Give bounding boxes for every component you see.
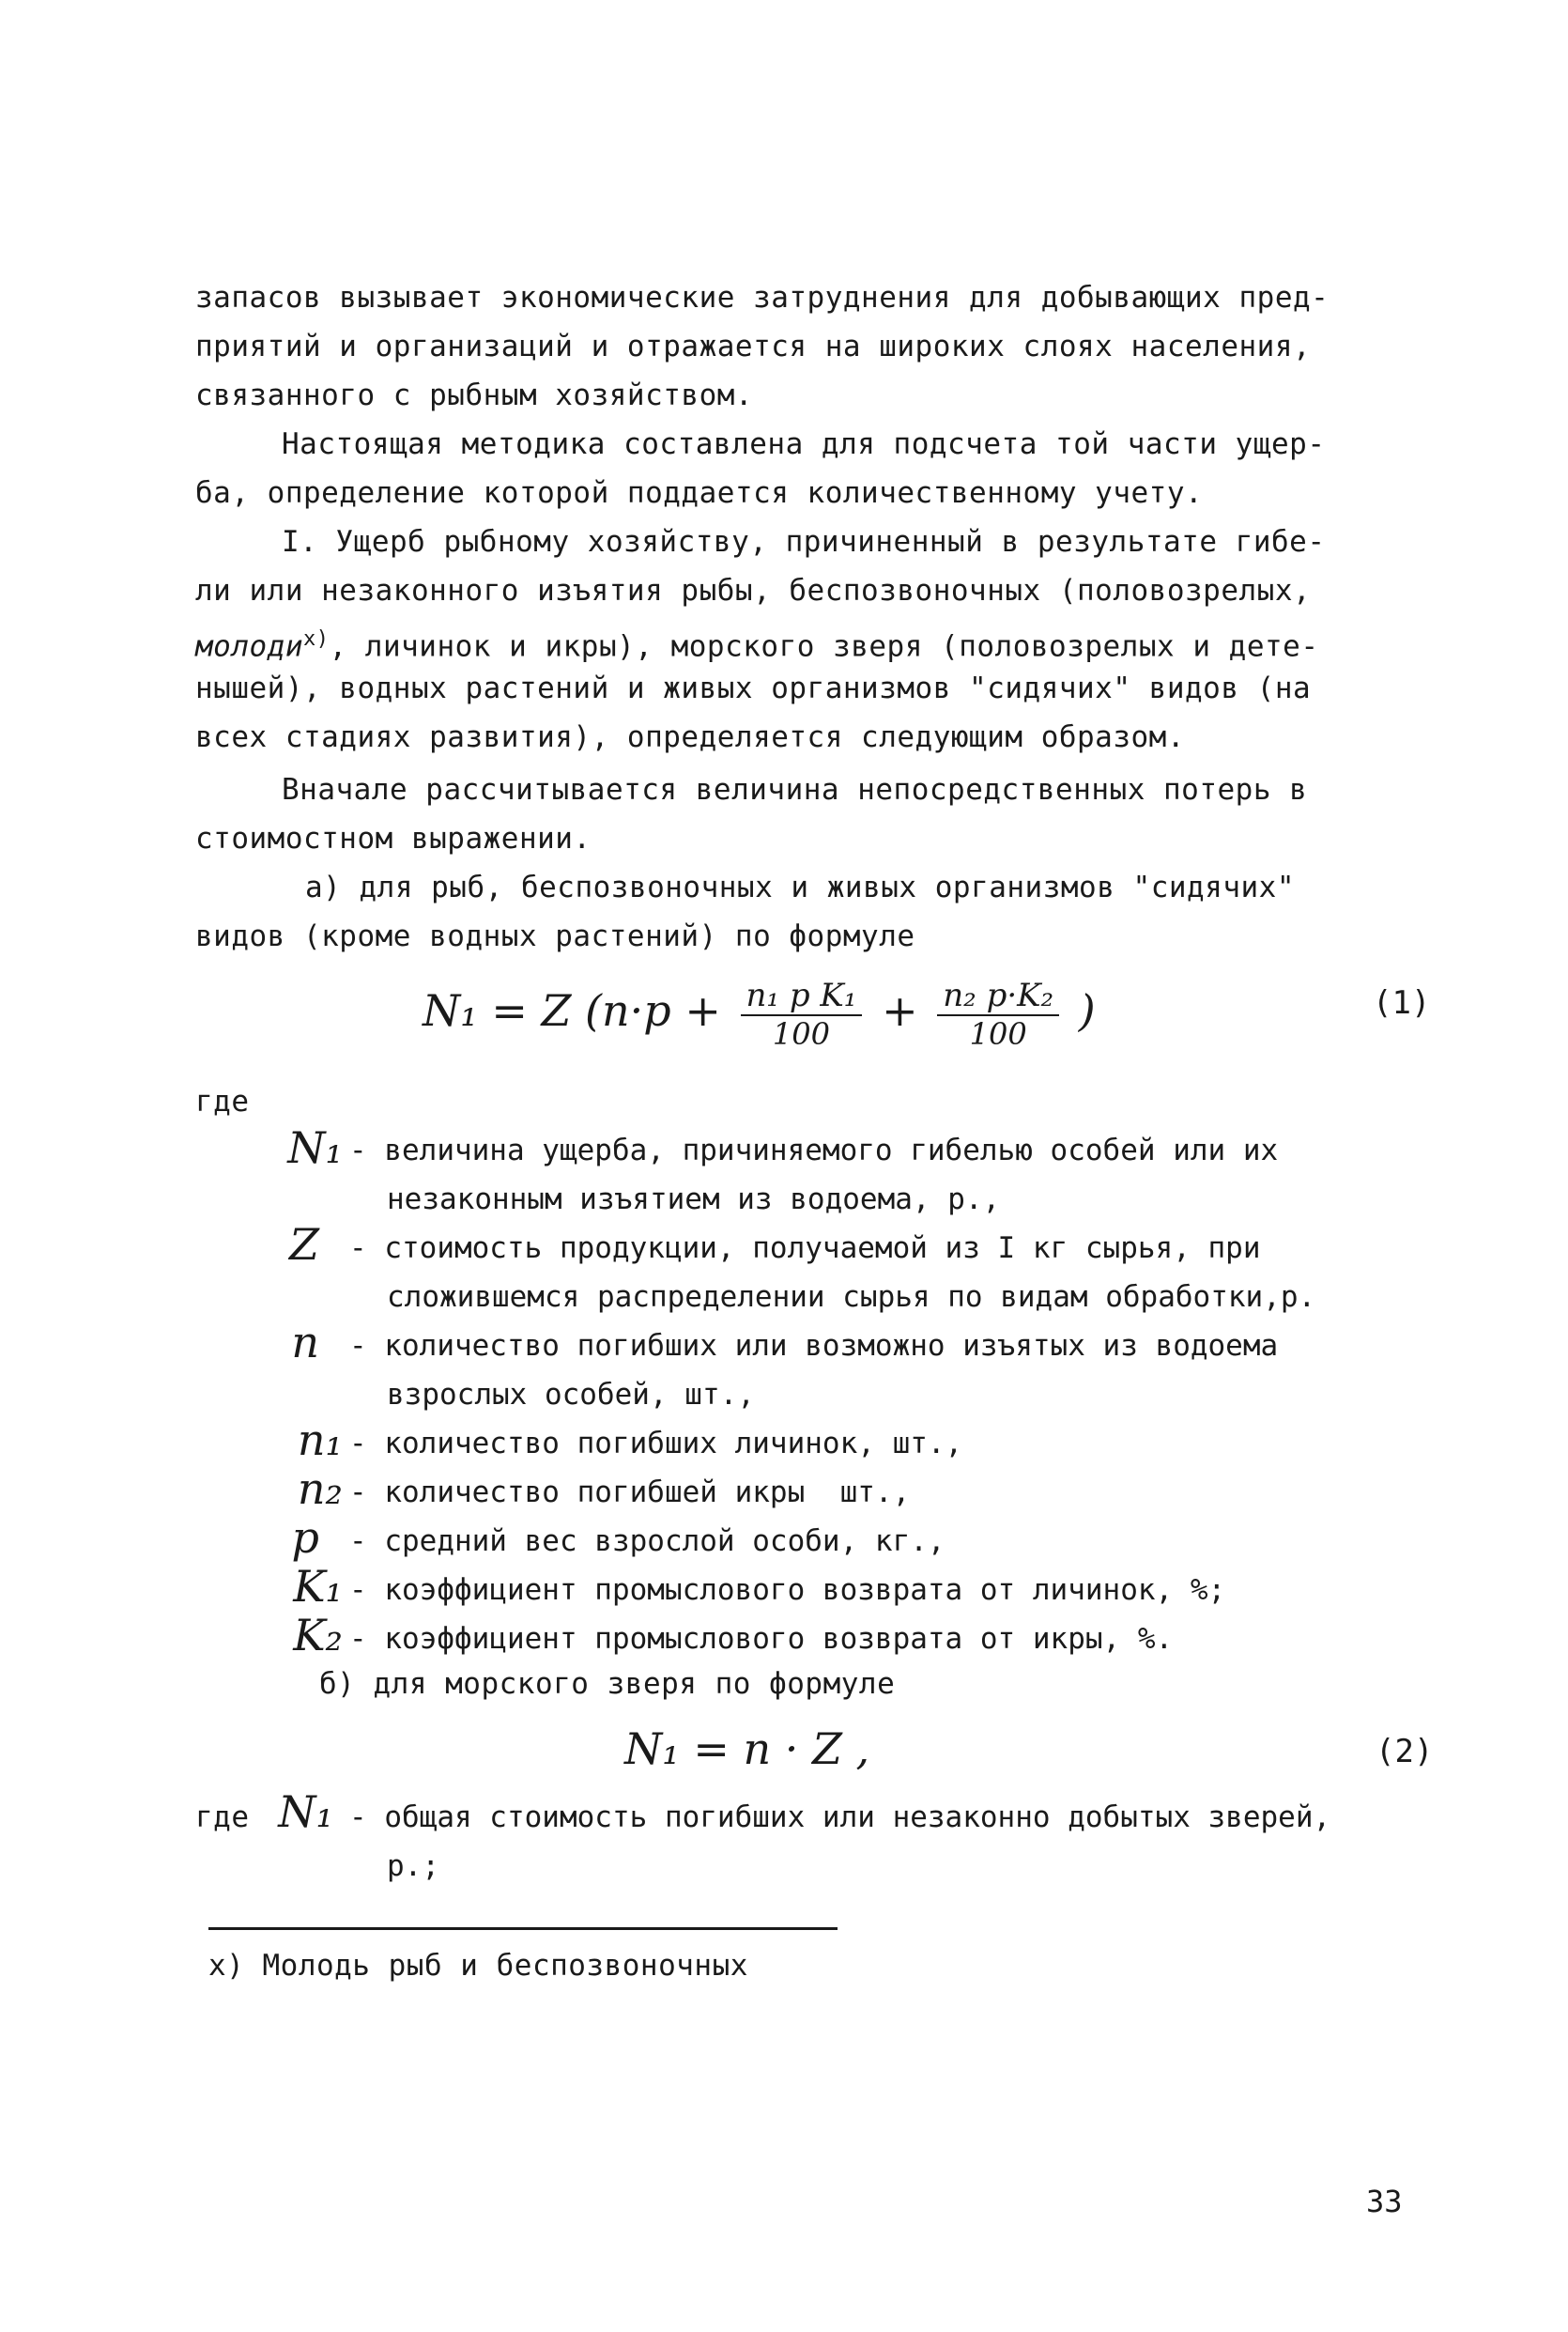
text-line: стоимостном выражении. [195,822,592,856]
formula-close: ) [1078,985,1096,1036]
text-line: б) для морского зверя по формуле [319,1667,896,1701]
definition-line: - общая стоимость погибших или незаконно добытых зверей, [349,1800,1331,1834]
symbol-K1: K₁ [293,1561,343,1612]
symbol-n2: n₂ [297,1463,343,1514]
text-line: I. Ущерб рыбному хозяйству, причиненный в результате гибе- [282,525,1326,559]
definition-line: - количество погибшей икры шт., [349,1475,911,1509]
definition-line: - коэффициент промыслового возврата от личинок, %; [349,1573,1226,1607]
fraction-numerator: n₁ p K₁ [741,977,863,1016]
formula-1 [423,977,1096,1052]
footnote-rule [208,1927,838,1930]
where-label: где [195,1800,250,1834]
definition-line: - средний вес взрослой особи, кг., [349,1524,945,1558]
text-line: видов (кроме водных растений) по формуле [195,919,915,953]
definition-line: сложившемся распределении сырья по видам обработки,р. [387,1280,1316,1314]
symbol-n1: n₁ [297,1414,343,1465]
formula-2: N₁ = n · Z , [624,1723,870,1774]
definition-line: р.; [387,1849,439,1883]
definition-line: - стоимость продукции, получаемой из I кг сырья, при [349,1231,1261,1265]
equation-number: (1) [1373,984,1431,1022]
symbol-N1: N₁ [278,1786,333,1837]
fraction-larvae [741,977,863,1052]
definition-line: - коэффициент промыслового возврата от икры, %. [349,1622,1174,1656]
text-line: ба, определение которой поддается количественному учету. [195,476,1204,510]
symbol-p: p [291,1512,319,1563]
definition-line: взрослых особей, шт., [387,1378,755,1412]
symbol-K2: K₂ [293,1610,343,1660]
formula-plus: + [882,985,918,1036]
text-line: Настоящая методика составлена для подсчета той части ущер- [282,427,1326,461]
definition-line: - величина ущерба, причиняемого гибелью особей или их [349,1134,1279,1167]
where-label: где [195,1085,250,1119]
page-number: 33 [1366,2184,1403,2219]
text-fragment: , личинок и икры), морского зверя (половозрелых и дете- [329,629,1319,664]
definition-line: незаконным изъятием из водоема, р., [387,1182,1001,1216]
symbol-N1: N₁ [287,1122,343,1173]
italic-word: молоди [195,629,303,664]
text-line: связанного с рыбным хозяйством. [195,378,754,412]
text-line [195,616,1318,670]
fraction-roe [937,977,1059,1052]
fraction-denominator: 100 [969,1016,1027,1052]
fraction-numerator: n₂ p·K₂ [937,977,1059,1016]
text-line: запасов вызывает экономические затруднения для добывающих пред- [195,281,1330,315]
text-line: нышей), водных растений и живых организмов "сидячих" видов (на [195,672,1312,705]
text-line: Вначале рассчитывается величина непосредственных потерь в [282,773,1308,807]
text-line: ли или незаконного изъятия рыбы, беспозвоночных (половозрелых, [195,574,1312,608]
footnote-marker: х) [302,627,330,651]
footnote: х) Молодь рыб и беспозвоночных [208,1949,748,1983]
definition-line: - количество погибших личинок, шт., [349,1427,963,1460]
equation-number: (2) [1376,1733,1434,1770]
text-line: всех стадиях развития), определяется следующим образом. [195,720,1185,754]
symbol-n: n [291,1317,319,1367]
fraction-denominator: 100 [772,1016,830,1052]
symbol-Z: Z [289,1219,319,1270]
formula-lhs: N₁ = Z (n·p + [423,985,721,1036]
text-line: а) для рыб, беспозвоночных и живых организмов "сидячих" [305,871,1295,904]
definition-line: - количество погибших или возможно изъятых из водоема [349,1329,1279,1363]
text-line: приятий и организаций и отражается на широких слоях населения, [195,330,1312,363]
